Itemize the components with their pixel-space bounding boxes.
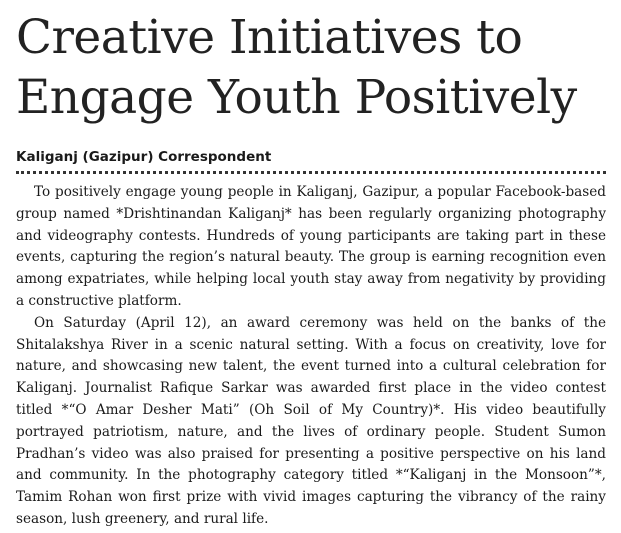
byline: Kaliganj (Gazipur) Correspondent: [16, 148, 606, 174]
article-body: [16, 182, 606, 531]
headline: [16, 8, 606, 128]
headline-line-2: Engage Youth Positively: [16, 70, 577, 125]
news-article: [16, 8, 606, 531]
headline-line-1: Creative Initiatives to: [16, 10, 523, 65]
paragraph: To positively engage young people in Kaliganj, Gazipur, a popular Facebook-based group named *Drishtinandan Kaliganj* has been regularly organizing photography and videography contests. Hundreds of young participants are taking part in these events, capturing the region’s natural beauty. The group is earning recognition even among expatriates, while helping local youth stay away from negativity by providing a constructive platform.: [16, 184, 606, 309]
paragraph: On Saturday (April 12), an award ceremony was held on the banks of the Shitalakshya River in a scenic natural setting. With a focus on creativity, love for nature, and showcasing new talent, the event turned into a cultural celebration for Kaliganj. Journalist Rafique Sarkar was awarded first place in the video contest titled *“O Amar Desher Mati” (Oh Soil of My Country)*. His video beautifully portrayed patriotism, nature, and the lives of ordinary people. Student Sumon Pradhan’s video was also praised for presenting a positive perspective on his land and community. In the photography category titled *“Kaliganj in the Monsoon”*, Tamim Rohan won first prize with vivid images capturing the vibrancy of the rainy season, lush greenery, and rural life.: [16, 314, 606, 527]
